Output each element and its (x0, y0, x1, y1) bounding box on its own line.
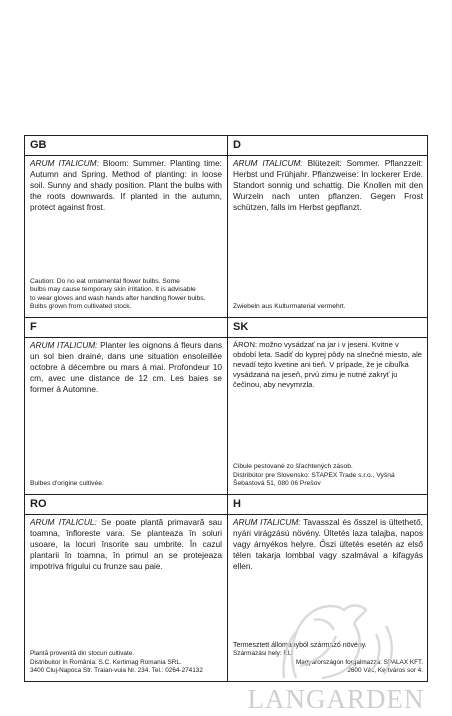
language-code: F (25, 318, 227, 338)
note-line: Šebastová 51, 080 06 Prešov (233, 480, 321, 488)
language-code: RO (25, 495, 227, 515)
instruction-text: Tavasszal és ősszel is ültethető, nyári virágzású növény. Ültetés laza talajba, napos vagy árnyékos helyre. Őszi ültetés esetén az első télen takarja lombbal vagy szalmával a kifagyás ellen. (233, 517, 423, 571)
instruction-text: Planter les oignons á fleurs dans un sol bien drainé, dans une situation ensoleillée octobre á décembre ou mars á mai. Profondeur 10 cm, avec une distance de 12 cm. Les baies se former á Automne. (30, 340, 222, 394)
plant-name: ARUM ITALICUM: (30, 340, 98, 350)
langarden-watermark-logo (226, 574, 446, 716)
cell-note (30, 480, 222, 489)
planting-instructions (30, 517, 222, 572)
planting-instructions (233, 158, 423, 213)
cell-gb (25, 136, 227, 317)
note-line: Bulbes d'origine cultivée. (30, 480, 104, 488)
cell-note (30, 278, 222, 312)
cell-note (233, 303, 423, 312)
instruction-text: ÁRON: možno vysádzať na jar i v jeseni. Kvitne v období leta. Sadiť do kyprej pôdy na slnečné miesto, ale nevadí tejto kvetine ani tieň. V prípade, že je cibuľka vysádzaná na jeseň, prvú zimu je nutné zakryť ju čečinou, aby nevymrzla. (233, 340, 423, 389)
instruction-text: Bloom: Summer. Planting time: Autumn and Spring. Method of planting: in loose soil. Sunny and shady position. Plant the bulbs with the roots downwards. If planted in the autumn, protect against frost. (30, 158, 222, 212)
instruction-text: Blütezeit: Sommer. Pflanzzeit: Herbst und Frühjahr. Pflanzweise: In lockerer Erde. Standort sonnig und schattig. Die Knollen mit den Wurzeln nach unten pflanzen. Gegen Frost schützen, falls im Herbst gepflanzt. (233, 158, 423, 212)
language-code: D (228, 136, 428, 156)
cell-note (233, 463, 423, 489)
planting-instructions (233, 340, 423, 390)
cell-note (30, 650, 222, 676)
note-line: Származási hely: EU (233, 650, 293, 658)
note-line: Bulbs grown from cultivated stock. (30, 303, 132, 311)
plant-name: ARUM ITALICUL: (30, 517, 97, 527)
language-code: SK (228, 318, 428, 338)
note-line: Zwiebeln aus Kulturmaterial vermehrt. (233, 303, 346, 311)
instruction-text: Se poate plantă primavară sau toamna, înfloreste vara. Se planteaza în soluri usoare, la locuri însorite sau umbrite. În cazul plantarii în toamna, în primul an se protejeaza impotriva frigului cu frunze sau paie. (30, 517, 222, 571)
note-line: Distribútor pre Slovensko: STAPEX Trade s.r.o., Vyšná (233, 471, 395, 479)
planting-instructions (233, 517, 423, 572)
planting-instructions (30, 340, 222, 395)
plant-name: ARUM ITALICUM: (30, 158, 99, 168)
planting-instructions (30, 158, 222, 213)
note-line: Magyarországon forgalmazza: SPALAX KFT. (295, 658, 423, 666)
note-line: Cibule pestované zo šľachtených zásob. (233, 463, 353, 471)
language-code: GB (25, 136, 227, 156)
note-line: to wear gloves and wash hands after handling flower bulbs. (30, 294, 206, 302)
note-line: Plantă provenită din stocuri cultivate. (30, 650, 135, 658)
note-line: 3400 Cluj-Napoca Str. Traian-vuia Nr. 234. Tel.: 0264-274132 (30, 667, 203, 675)
cell-sk (228, 318, 428, 494)
note-line: Caution: Do no eat ornamental flower bulbs. Some (30, 277, 180, 285)
note-line: bulbs may cause temporary skin irritation. It is advisable (30, 286, 196, 294)
horse-crest-icon (284, 606, 392, 679)
language-code: H (228, 495, 428, 515)
brand-wordmark: LANGARDEN (247, 684, 425, 714)
cell-f (25, 318, 227, 494)
note-line: Distribuitor în România: S.C. Kertimag Romania SRL. (30, 658, 182, 666)
plant-name: ARUM ITALICUM: (233, 517, 301, 527)
plant-name: ARUM ITALICUM: (233, 158, 303, 168)
note-line: 2600 Vác, Kertváros sor 4. (347, 667, 423, 675)
cell-ro (25, 495, 227, 681)
cell-d (228, 136, 428, 317)
note-line: Termesztett állományból származó növény. (233, 641, 367, 649)
